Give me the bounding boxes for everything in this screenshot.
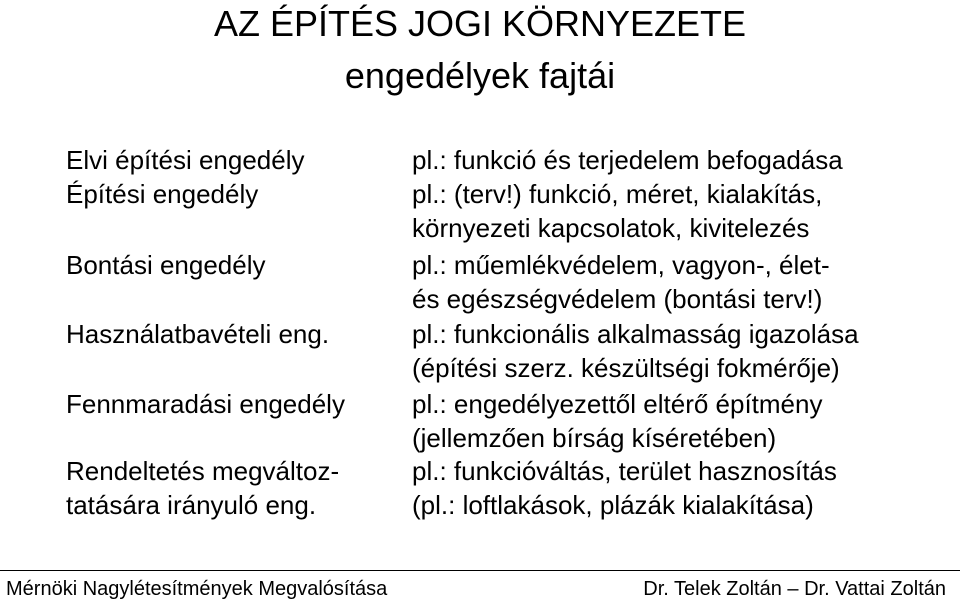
permit-name-line: Fennmaradási engedély [66, 389, 345, 419]
permit-name-bontasi [66, 248, 406, 282]
permit-desc-fennmaradasi [412, 387, 952, 455]
permit-desc-line: pl.: funkcionális alkalmasság igazolása [412, 319, 859, 349]
permit-name-line: tatására irányuló eng. [66, 490, 317, 520]
permit-desc-epitesi [412, 177, 952, 245]
permit-desc-hasznalatbaveteli [412, 317, 952, 385]
permit-desc-bontasi [412, 248, 952, 316]
permit-name-elvi [66, 143, 406, 177]
footer-course-title: Mérnöki Nagylétesítmények Megvalósítása [6, 578, 388, 600]
permit-name-line: Elvi építési engedély [66, 145, 305, 175]
permit-desc-line: pl.: műemlékvédelem, vagyon-, élet- [412, 250, 830, 280]
permit-name-line: Építési engedély [66, 179, 259, 209]
permit-desc-line: és egészségvédelem (bontási terv!) [412, 284, 823, 314]
permit-name-line: Bontási engedély [66, 250, 266, 280]
permit-desc-line: pl.: (terv!) funkció, méret, kialakítás, [412, 179, 823, 209]
permit-name-line: Rendeltetés megváltoz- [66, 456, 340, 486]
permit-desc-line: pl.: funkció és terjedelem befogadása [412, 145, 843, 175]
permit-name-line: Használatbavételi eng. [66, 319, 330, 349]
permit-desc-rendeltetes [412, 454, 952, 522]
permit-desc-line: (építési szerz. készültségi fokmérője) [412, 353, 840, 383]
slide-subtitle: engedélyek fajtái [344, 55, 616, 96]
permit-desc-line: pl.: engedélyezettől eltérő építmény [412, 389, 823, 419]
permit-desc-line: (jellemzően bírság kíséretében) [412, 423, 777, 453]
permit-name-fennmaradasi [66, 387, 406, 421]
permit-name-epitesi [66, 177, 406, 211]
permit-name-rendeltetes [66, 454, 406, 522]
slide-title: AZ ÉPÍTÉS JOGI KÖRNYEZETE [213, 3, 747, 44]
footer-divider [0, 570, 960, 571]
permit-desc-elvi [412, 143, 952, 177]
permit-name-hasznalatbaveteli [66, 317, 406, 351]
permit-desc-line: környezeti kapcsolatok, kivitelezés [412, 213, 810, 243]
permit-desc-line: (pl.: loftlakások, plázák kialakítása) [412, 490, 814, 520]
footer-authors: Dr. Telek Zoltán – Dr. Vattai Zoltán [643, 578, 946, 600]
permit-desc-line: pl.: funkcióváltás, terület hasznosítás [412, 456, 837, 486]
